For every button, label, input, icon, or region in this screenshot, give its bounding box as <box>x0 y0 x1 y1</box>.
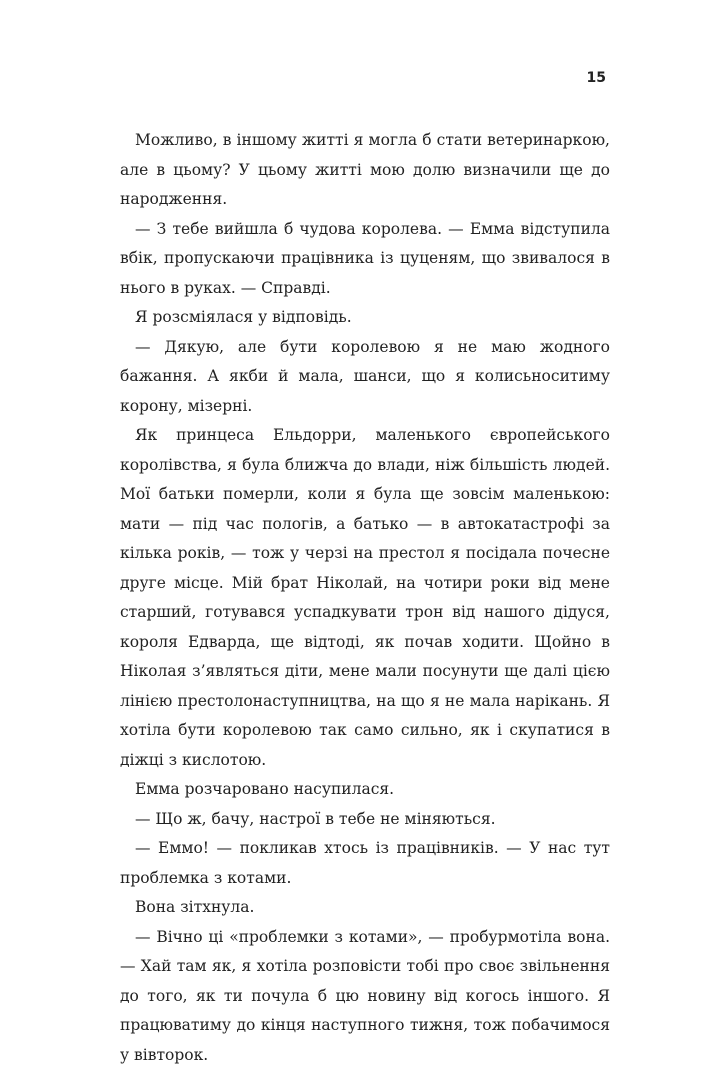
paragraph: Я розсміялася у відповідь. <box>120 303 610 333</box>
body-text <box>120 126 610 1070</box>
paragraph: — Еммо! — покликав хтось із працівників. — У нас тут проблемка з котами. <box>120 834 610 893</box>
paragraph: — З тебе вийшла б чудова королева. — Емма відступила вбік, пропускаючи працівника із цуценям, що звивалося в нього в руках. — Справді. <box>120 215 610 304</box>
paragraph: — Вічно ці «проблемки з котами», — пробурмотіла вона. — Хай там як, я хотіла розповісти тобі про своє звільнення до того, як ти почула б цю новину від когось іншого. Я працюватиму до кінця наступного тижня, тож побачимося у вівторок. <box>120 923 610 1070</box>
paragraph: — Що ж, бачу, настрої в тебе не міняються. <box>120 805 610 835</box>
page-number: 15 <box>566 70 606 86</box>
paragraph: — Дякую, але бути королевою я не маю жодного бажання. А якби й мала, шанси, що я колисьноситиму корону, мізерні. <box>120 333 610 422</box>
paragraph: Як принцеса Ельдорри, маленького європейського королівства, я була ближча до влади, ніж більшість людей. Мої батьки померли, коли я була ще зовсім маленькою: мати — під час пологів, а батько — в автокатастрофі за кілька років, — тож у черзі на престол я посідала почесне друге місце. Мій брат Ніколай, на чотири роки від мене старший, готувався успадкувати трон від нашого дідуся, короля Едварда, ще відтоді, як почав ходити. Щойно в Ніколая з’являться діти, мене мали посунути ще далі цією лінією престолонаступництва, на що я не мала нарікань. Я хотіла бути королевою так само сильно, як і скупатися в діжці з кислотою. <box>120 421 610 775</box>
paragraph: Вона зітхнула. <box>120 893 610 923</box>
paragraph: Емма розчаровано насупилася. <box>120 775 610 805</box>
paragraph: Можливо, в іншому житті я могла б стати ветеринаркою, але в цьому? У цьому житті мою долю визначили ще до народження. <box>120 126 610 215</box>
